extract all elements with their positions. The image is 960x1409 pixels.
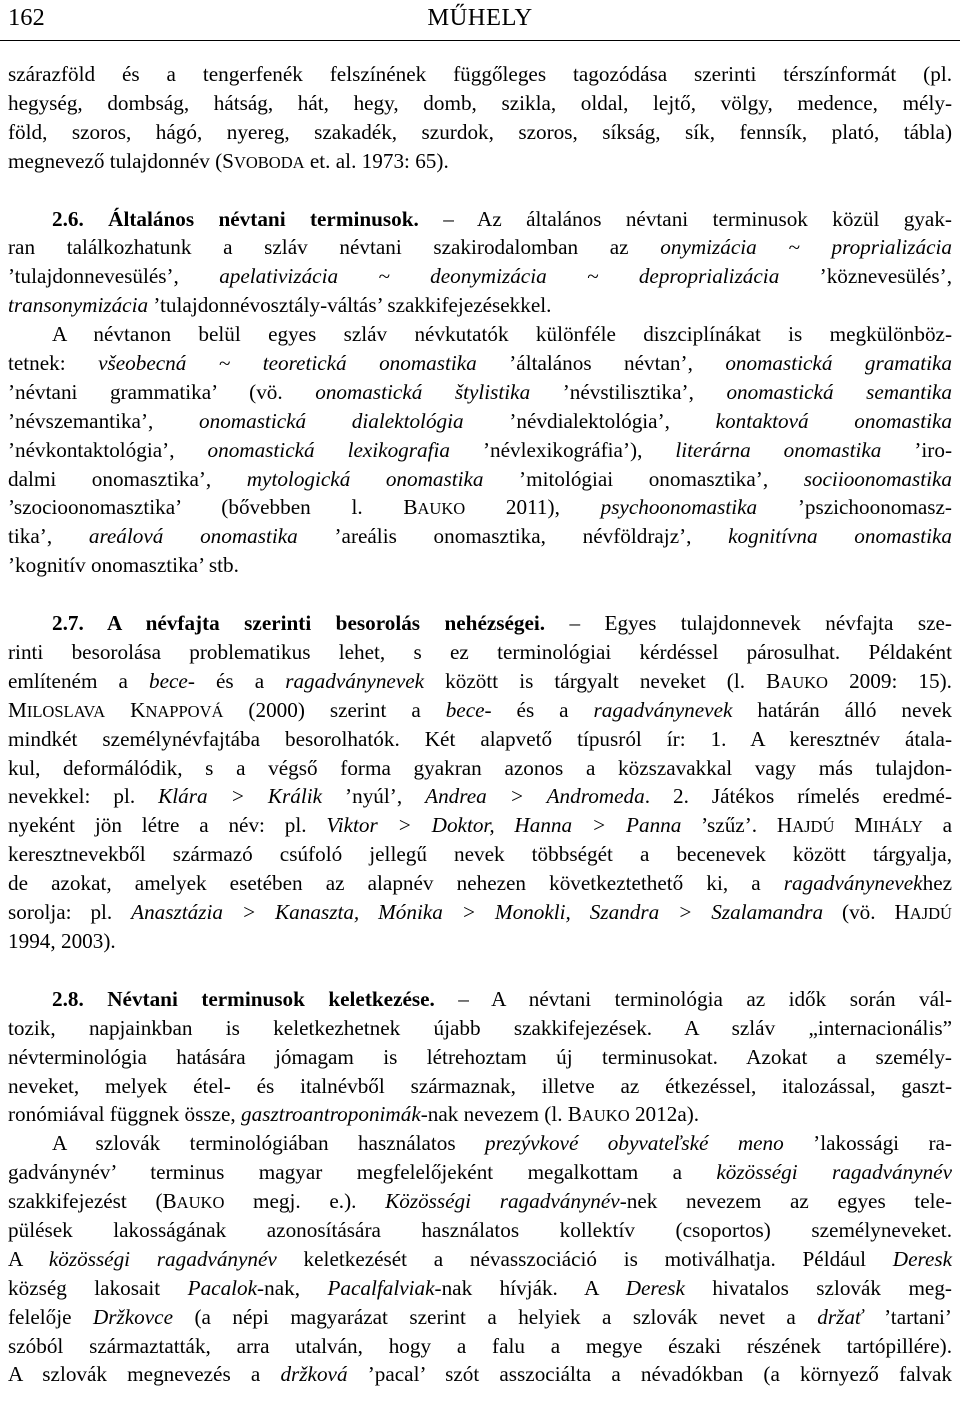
text-line: ’tulajdonnevesülés’, apelativizácia ~ deonymizácia ~ deproprializácia ’köznevesülés’, bbox=[8, 264, 953, 289]
text-line: rinti besorolása problematikus lehet, s ez terminológiai kérdéssel párosulhat. Példaként bbox=[8, 640, 952, 665]
text-line: dalmi onomasztika’, mytologická onomastika ’mitológiai onomasztika’, sociioonomastika bbox=[8, 466, 952, 491]
text-line: kul, deformálódik, s a végső forma gyakran azonos a közszavakkal vagy más tulajdon- bbox=[8, 755, 952, 780]
text-line: ronómiával függnek össze, gasztroantroponimák-nak nevezem (l. BAUKO 2012a). bbox=[8, 1102, 700, 1127]
running-title: MŰHELY bbox=[427, 4, 533, 31]
text-line: mindkét személynévfajtába besorolhatók. Két alapvető típusról ír: 1. A keresztnév átala- bbox=[8, 726, 952, 751]
text-line: megnevező tulajdonnév (SVOBODA et. al. 1973: 65). bbox=[8, 148, 449, 173]
paragraph-gap bbox=[8, 956, 952, 985]
text-line: ’névszemantika’, onomastická dialektológia ’névdialektológia’, kontaktová onomastika bbox=[8, 408, 952, 433]
text-line: ’névtani grammatika’ (vö. onomastická štylistika ’névstilisztika’, onomastická semantika bbox=[8, 379, 952, 404]
body-text bbox=[8, 60, 952, 1389]
text-line: neveket, melyek étel- és italnévből származnak, illetve az étkezéssel, italozással, gaszt- bbox=[8, 1073, 952, 1098]
text-line: említeném a bece- és a ragadványnevek között is tárgyalt neveket (l. BAUKO 2009: 15). bbox=[8, 668, 952, 693]
section-heading-line: 2.6. Általános névtani terminusok. – Az általános névtani terminusok közül gyak- bbox=[52, 206, 952, 231]
text-line: keresztnevekből származó csúfoló jellegű nevek többségét a becenevek között tárgyalja, bbox=[8, 842, 952, 867]
text-line: szakkifejezést (BAUKO megj. e.). Közösségi ragadványnév-nek nevezem az egyes tele- bbox=[8, 1189, 952, 1214]
text-line: föld, szoros, hágó, nyereg, szakadék, szurdok, szoros, síkság, sík, fennsík, plató, tábla) bbox=[8, 119, 952, 144]
section-heading-line: 2.7. A névfajta szerinti besorolás nehézségei. – Egyes tulajdonnevek névfajta sze- bbox=[52, 611, 952, 636]
text-line: gadványnév’ terminus magyar megfelelőjeként megalkottam a közösségi ragadványnév bbox=[8, 1160, 952, 1185]
text-line: ’szocioonomasztika’ (bővebben l. BAUKO 2011), psychoonomastika ’pszichoonomasz- bbox=[8, 495, 952, 520]
text-line: ran találkozhatunk a szláv névtani szakirodalomban az onymizácia ~ proprializácia bbox=[8, 235, 952, 260]
page-number: 162 bbox=[8, 4, 45, 31]
text-line: de azokat, amelyek esetében az alapnév nehezen következtethető ki, a ragadványnevekhez bbox=[8, 871, 952, 896]
text-line: szóból származtatták, arra utalván, hogy a falu a megye északi részének tartópillére). bbox=[8, 1333, 952, 1358]
text-line: ’kognitív onomasztika’ stb. bbox=[8, 553, 239, 578]
text-line: felelője Držkovce (a népi magyarázat szerint a helyiek a szlovák nevet a držať ’tartani’ bbox=[8, 1304, 952, 1329]
text-line: tozik, napjainkban is keletkezhetnek újabb szakkifejezések. A szláv „internacionális” bbox=[8, 1015, 952, 1040]
text-line: A névtanon belül egyes szláv névkutatók különféle diszciplínákat is megkülönböz- bbox=[52, 322, 952, 347]
text-line: nevekkel: pl. Klára > Králik ’nyúl’, Andrea > Andromeda. 2. Játékos rímelés eredmé- bbox=[8, 784, 953, 809]
text-line: hegység, dombság, hátság, hát, hegy, domb, szikla, oldal, lejtő, völgy, medence, mély- bbox=[8, 90, 952, 115]
text-line: A közösségi ragadványnév keletkezését a névasszociáció is motiválhatja. Például Deresk bbox=[8, 1246, 952, 1271]
text-line: A szlovák megnevezés a držková ’pacal’ szót asszociálta a névadókban (a környező falvak bbox=[8, 1362, 952, 1387]
text-line: tika’, areálová onomastika ’areális onomasztika, névföldrajz’, kognitívna onomastika bbox=[8, 524, 952, 549]
text-line: ’névkontaktológia’, onomastická lexikografia ’névlexikográfia’), literárna onomastika ’iro- bbox=[8, 437, 953, 462]
text-line: névterminológia hatására jómagam is létrehoztam új terminusokat. Azokat a személy- bbox=[8, 1044, 952, 1069]
text-line: sorolja: pl. Anasztázia > Kanaszta, Mónika > Monokli, Szandra > Szalamandra (vö. HAJDÚ bbox=[8, 900, 952, 925]
text-line: pülések lakosságának azonosítására használatos kollektív (csoportos) személyneveket. bbox=[8, 1217, 952, 1242]
text-line: A szlovák terminológiában használatos prezývkové obyvateľské meno ’lakossági ra- bbox=[52, 1131, 952, 1156]
text-line: MILOSLAVA KNAPPOVÁ (2000) szerint a bece- és a ragadványnevek határán álló nevek bbox=[8, 697, 952, 722]
text-line: nyeként jön létre a név: pl. Viktor > Doktor, Hanna > Panna ’szűz’. HAJDÚ MIHÁLY a bbox=[8, 813, 952, 838]
document-page bbox=[8, 0, 953, 1387]
text-line: transonymizácia ’tulajdonnévosztály-váltás’ szakkifejezésekkel. bbox=[8, 293, 552, 318]
header-rule bbox=[0, 40, 960, 41]
text-line: község lakosait Pacalok-nak, Pacalfalviak-nak hívják. A Deresk hivatalos szlovák meg- bbox=[8, 1275, 952, 1300]
text-line: tetnek: všeobecná ~ teoretická onomastika ’általános névtan’, onomastická gramatika bbox=[8, 351, 952, 376]
page-header bbox=[8, 0, 952, 40]
text-line: szárazföld és a tengerfenék felszínének függőleges tagozódása szerinti térszínformát (pl. bbox=[8, 62, 952, 86]
paragraph-gap bbox=[8, 176, 952, 205]
section-heading-line: 2.8. Névtani terminusok keletkezése. – A névtani terminológia az idők során vál- bbox=[52, 986, 952, 1011]
paragraph-gap bbox=[8, 580, 952, 609]
text-line: 1994, 2003). bbox=[8, 928, 116, 953]
